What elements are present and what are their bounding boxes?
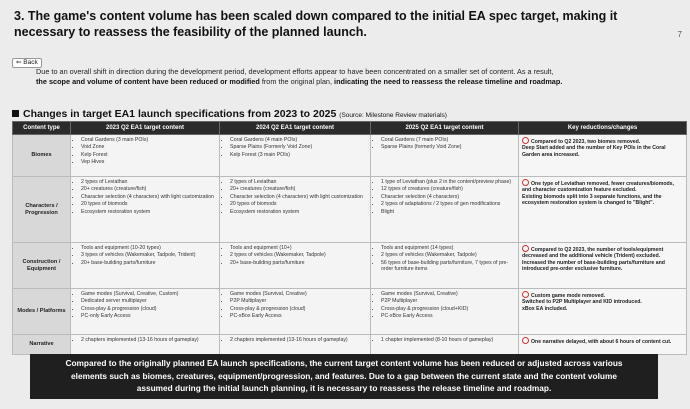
cell-2025: [371, 177, 519, 243]
row-label: Biomes: [13, 135, 71, 177]
row-label: Construction / Equipment: [13, 243, 71, 289]
list-item: • Character selection (4 characters): [381, 194, 515, 200]
intro-emphasis-reassess: indicating the need to reassess the release timeline and roadmap.: [334, 77, 563, 86]
row-label: Modes / Platforms: [13, 289, 71, 335]
list-item: • 2 types of Leviathan: [230, 179, 367, 185]
table-row-modes: [13, 289, 687, 335]
list-item: • 12 types of creatures (creature/fish): [381, 186, 515, 192]
cell-2023: [71, 289, 220, 335]
cell-changes: [519, 289, 687, 335]
list-item: • 2 chapters implemented (13-16 hours of gameplay): [230, 337, 367, 343]
cell-2024: [220, 135, 371, 177]
list-item: • Blight: [381, 209, 515, 215]
list-item: • 20+ creatures (creature/fish): [230, 186, 367, 192]
list-item: • Cross-play & progression (cloud): [81, 306, 216, 312]
list-item: • Coral Gardens (3 main POIs): [81, 137, 216, 143]
minus-circle-icon: [522, 291, 529, 298]
header-changes: Key reductions/changes: [519, 122, 687, 135]
back-button[interactable]: ⇐ Back: [12, 58, 42, 68]
list-item: • 2 chapters implemented (13-16 hours of gameplay): [81, 337, 216, 343]
change-text: Existing biomods split into 3 separate functions, and the ecosystem restoration system is changed to "Blight".: [522, 193, 662, 207]
list-item: • Tools and equipment (14 types): [381, 245, 515, 251]
list-item: • PC-only Early Access: [81, 313, 216, 319]
list-item: • 56 types of base-building parts/furniture, 7 types of pre-order furniture items: [381, 260, 515, 273]
list-item: • Tools and equipment (10-20 types): [81, 245, 216, 251]
list-item: • 20 types of biomods: [81, 201, 216, 207]
list-item: • Vep Hives: [81, 159, 216, 165]
cell-changes: [519, 135, 687, 177]
list-item: • Void Zone: [81, 144, 216, 150]
table-row-characters: [13, 177, 687, 243]
section-title: Changes in target EA1 launch specifications from 2023 to 2025: [23, 108, 337, 120]
list-item: • Game modes (Survival, Creative): [230, 291, 367, 297]
list-item: • Tools and equipment (10+): [230, 245, 367, 251]
list-item: • Sparse Plains (Formerly Void Zone): [230, 144, 367, 150]
list-item: • 2 types of Leviathan: [81, 179, 216, 185]
cell-2024: [220, 335, 371, 355]
change-text: xBox EA included.: [522, 305, 568, 312]
list-item: • Coral Gardens (7 main POIs): [381, 137, 515, 143]
list-item: • 20+ base-building parts/furniture: [230, 260, 367, 266]
list-item: • Ecosystem restoration system: [230, 209, 367, 215]
list-item: • 2 types of vehicles (Wakemaker, Tadpole): [381, 252, 515, 258]
page-number: 7: [677, 30, 682, 39]
minus-circle-icon: [522, 245, 529, 252]
banner-line-2: elements such as biomes, creatures, equipment/progression, and features. Due to a gap between the current state and the content volume: [71, 370, 617, 381]
list-item: • 20+ base-building parts/furniture: [81, 260, 216, 266]
list-item: • P2P Multiplayer: [230, 298, 367, 304]
table-row-construction: [13, 243, 687, 289]
change-text: Deep Start added and the number of Key POIs in the Coral Garden area increased.: [522, 145, 666, 158]
minus-circle-icon: [522, 337, 529, 344]
cell-2023: [71, 177, 220, 243]
cell-changes: [519, 177, 687, 243]
change-text: One narrative delayed, with about 6 hours of content cut.: [531, 339, 672, 345]
list-item: • Character selection (4 characters) with light customization: [81, 194, 216, 200]
spec-comparison-table: [12, 121, 687, 355]
list-item: • Coral Gardens (4 main POIs): [230, 137, 367, 143]
list-item: • Character selection (4 characters) with light customization: [230, 194, 367, 200]
banner-line-3: assumed during the initial launch planning, it is necessary to reassess the release timeline and roadmap.: [136, 383, 552, 393]
change-text: Custom game mode removed.: [531, 293, 606, 299]
list-item: • PC-xBox Early Access: [230, 313, 367, 319]
banner-line-1: Compared to the originally planned EA launch specifications, the current target content volume has been reduced or adjusted across various: [65, 358, 623, 368]
table-header-row: [13, 122, 687, 135]
section-source: (Source: Milestone Review materials): [339, 112, 447, 119]
cell-2025: [371, 135, 519, 177]
row-label: Characters / Progression: [13, 177, 71, 243]
change-text: Switched to P2P Multiplayer and KID introduced.: [522, 299, 642, 306]
list-item: • 20+ creatures (creature/fish): [81, 186, 216, 192]
list-item: • Kelp Forest (3 main POIs): [230, 152, 367, 158]
list-item: • Sparse Plains (formerly Void Zone): [381, 144, 515, 150]
change-text: Increased the number of base-building parts/furniture and introduced pre-order exclusive furniture.: [522, 259, 665, 273]
cell-2025: [371, 289, 519, 335]
cell-2023: [71, 135, 220, 177]
section-heading: [12, 108, 447, 120]
minus-circle-icon: [522, 179, 529, 186]
change-text: Compared to Q2 2023, the number of tools/equipment decreased and the additional vehicle (Trident) excluded.: [522, 247, 664, 260]
change-text: One type of Leviathan removed, fewer creatures/biomods, and character customization feature excluded.: [522, 181, 674, 194]
cell-2025: [371, 335, 519, 355]
minus-circle-icon: [522, 137, 529, 144]
summary-banner: [30, 354, 658, 399]
cell-2024: [220, 243, 371, 289]
list-item: • 3 types of vehicles (Wakemaker, Tadpole, Trident): [81, 252, 216, 258]
list-item: • 2 types of vehicles (Wakemaker, Tadpole): [230, 252, 367, 258]
cell-changes: [519, 243, 687, 289]
list-item: • Game modes (Survival, Creative, Custom): [81, 291, 216, 297]
header-content-type: Content type: [13, 122, 71, 135]
list-item: • 2 types of adaptations / 2 types of gen modifications: [381, 201, 515, 207]
cell-changes: [519, 335, 687, 355]
list-item: • Ecosystem restoration system: [81, 209, 216, 215]
change-text: Compared to Q2 2023, two biomes removed.: [531, 139, 641, 145]
cell-2023: [71, 243, 220, 289]
intro-line-2-mid: from the original plan,: [259, 77, 335, 86]
header-2024: 2024 Q2 EA1 target content: [220, 122, 371, 135]
list-item: • 1 type of Leviathan (plus 2 in the content/preview phase): [381, 179, 515, 185]
cell-2024: [220, 289, 371, 335]
back-label: Back: [23, 59, 38, 66]
list-item: • Game modes (Survival, Creative): [381, 291, 515, 297]
cell-2024: [220, 177, 371, 243]
header-2025: 2025 Q2 EA1 target content: [371, 122, 519, 135]
list-item: • PC-xBox Early Access: [381, 313, 515, 319]
intro-text: [36, 67, 676, 87]
bullet-square-icon: [12, 110, 19, 117]
intro-line-1: Due to an overall shift in direction during the development period, development efforts appear to have been concentrated on a smaller set of content. As a result,: [36, 67, 554, 76]
table-row-narrative: [13, 335, 687, 355]
cell-2023: [71, 335, 220, 355]
header-2023: 2023 Q2 EA1 target content: [71, 122, 220, 135]
list-item: • Kelp Forest: [81, 152, 216, 158]
list-item: • Dedicated server multiplayer: [81, 298, 216, 304]
page-title: 3. The game's content volume has been scaled down compared to the initial EA spec target, making it necessary to reassess the feasibility of the planned launch.: [14, 9, 618, 39]
intro-emphasis-scope: the scope and volume of content have been reduced or modified: [36, 77, 260, 86]
list-item: • Cross-play & progression (cloud): [230, 306, 367, 312]
list-item: • P2P Multiplayer: [381, 298, 515, 304]
list-item: • 1 chapter implemented (8-10 hours of gameplay): [381, 337, 515, 343]
cell-2025: [371, 243, 519, 289]
list-item: • Cross-play & progression (cloud+KID): [381, 306, 515, 312]
list-item: • 20 types of biomods: [230, 201, 367, 207]
table-row-biomes: [13, 135, 687, 177]
row-label: Narrative: [13, 335, 71, 355]
